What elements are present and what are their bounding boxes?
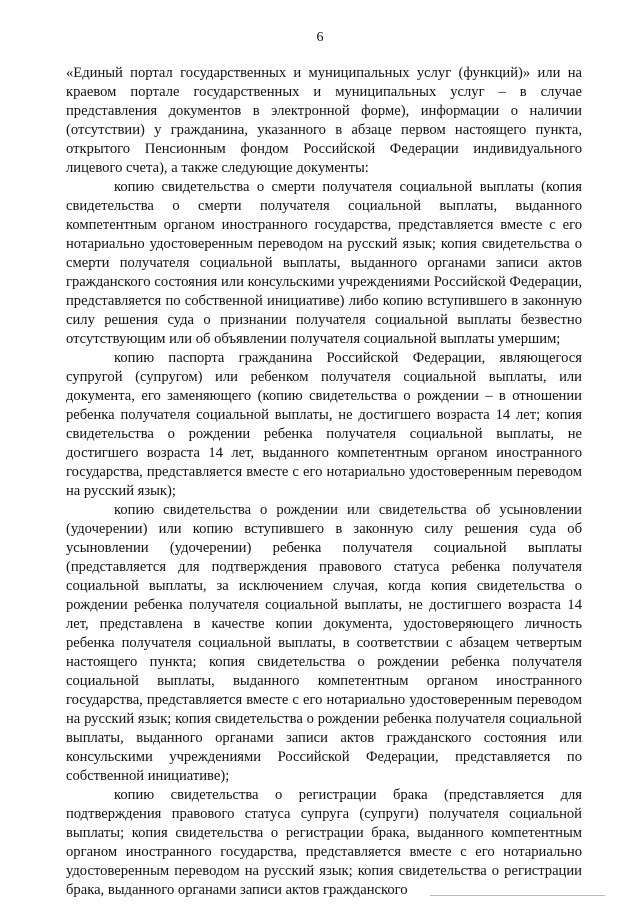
- paragraph-continuation: «Единый портал государственных и муниципальных услуг (функций)» или на краевом портале государственных и муниципальных услуг – в случае представления документов в электронной форме), информации о наличии (отсутствии) у гражданина, указанного в абзаце первом настоящего пункта, открытого Пенсионным фондом Российской Федерации индивидуального лицевого счета), а также следующие документы:: [66, 65, 582, 176]
- paragraph-passport-copy: копию паспорта гражданина Российской Федерации, являющегося супругой (супругом) или ребенком получателя социальной выплаты, или документа, его заменяющего (копию свидетельства о рождении – в отношении ребенка получателя социальной выплаты, не достигшего возраста 14 лет; копия свидетельства о рождении ребенка получателя социальной выплаты, не достигшего возраста 14 лет, выданного компетентным органом иностранного государства, представляется вместе с его нотариально удостоверенным переводом на русский язык);: [66, 350, 582, 499]
- scan-edge-line: [430, 895, 605, 896]
- paragraph-birth-certificate: копию свидетельства о рождении или свидетельства об усыновлении (удочерении) или копию вступившего в законную силу решения суда об усыновлении (удочерении) ребенка получателя социальной выплаты (представляется для подтверждения правового статуса ребенка получателя социальной выплаты, за исключением случая, когда копия свидетельства о рождении ребенка получателя социальной выплаты, не достигшего возраста 14 лет, представлена в качестве копии документа, удостоверяющего личность ребенка получателя социальной выплаты, в соответствии с абзацем четвертым настоящего пункта; копия свидетельства о рождении ребенка получателя социальной выплаты, выданного компетентным органом иностранного государства, представляется вместе с его нотариально удостоверенным переводом на русский язык; копия свидетельства о рождении ребенка получателя социальной выплаты, выданного органами записи актов гражданского состояния или консульскими учреждениями Российской Федерации, представляется по собственной инициативе);: [66, 502, 582, 784]
- paragraph-marriage-certificate: копию свидетельства о регистрации брака (представляется для подтверждения правового статуса супруга (супруги) получателя социальной выплаты; копия свидетельства о регистрации брака, выданного компетентным органом иностранного государства, представляется вместе с его нотариально удостоверенным переводом на русский язык; копия свидетельства о регистрации брака, выданного органами записи актов гражданского: [66, 787, 582, 898]
- page-number: 6: [316, 30, 324, 45]
- document-body: [66, 64, 582, 900]
- paragraph-death-certificate: копию свидетельства о смерти получателя социальной выплаты (копия свидетельства о смерти получателя социальной выплаты, выданного компетентным органом иностранного государства, представляется вместе с его нотариально удостоверенным переводом на русский язык; копия свидетельства о смерти получателя социальной выплаты, выданного органами записи актов гражданского состояния или консульскими учреждениями Российской Федерации, представляется по собственной инициативе) либо копию вступившего в законную силу решения суда о признании получателя социальной выплаты безвестно отсутствующим или об объявлении получателя социальной выплаты умершим;: [66, 179, 582, 347]
